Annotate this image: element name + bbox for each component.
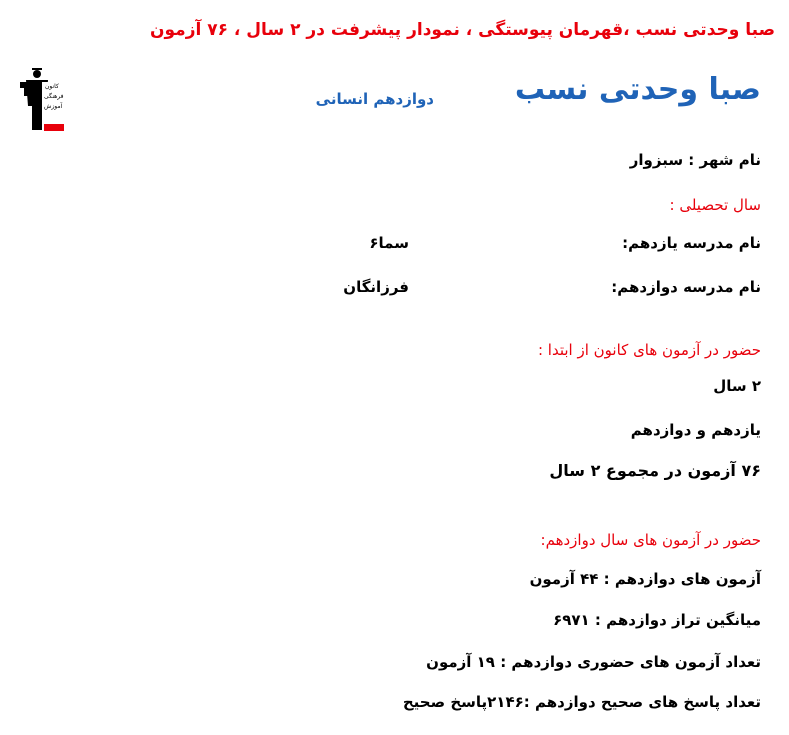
- page-title: صبا وحدتی نسب ،قهرمان پیوستگی ، نمودار پیشرفت در ۲ سال ، ۷۶ آزمون: [150, 20, 775, 40]
- grade12-avg-level: میانگین تراز دوازدهم : ۶۹۷۱: [553, 611, 761, 629]
- field-label: دوازدهم انسانی: [315, 90, 434, 108]
- logo-line-4: قلم‌چی: [45, 115, 60, 121]
- attendance-heading: حضور در آزمون های کانون از ابتدا :: [537, 341, 761, 359]
- grade12-heading: حضور در آزمون های سال دوازدهم:: [540, 531, 761, 549]
- grade12-in-person: تعداد آزمون های حضوری دوازدهم : ۱۹ آزمون: [426, 653, 761, 671]
- school-11-value: سما۶: [369, 234, 409, 252]
- school-12-value: فرزانگان: [343, 278, 409, 296]
- school-12-label: نام مدرسه دوازدهم:: [611, 278, 761, 296]
- logo-line-2: فرهنگی: [44, 93, 64, 100]
- academic-years-label: سال تحصیلی :: [669, 196, 761, 214]
- attendance-total: ۷۶ آزمون در مجموع ۲ سال: [549, 461, 761, 480]
- city: نام شهر : سبزوار: [629, 151, 761, 169]
- student-name: صبا وحدتی نسب: [514, 72, 761, 107]
- logo-line-1: کانون: [45, 83, 59, 90]
- logo-line-3: آموزش: [44, 103, 63, 110]
- grade12-correct-answers: تعداد پاسخ های صحیح دوازدهم :۲۱۴۶پاسخ صحیح: [402, 693, 761, 711]
- grade12-exams: آزمون های دوازدهم : ۴۴ آزمون: [529, 570, 761, 588]
- school-11-label: نام مدرسه یازدهم:: [622, 234, 761, 252]
- attendance-grades: یازدهم و دوازدهم: [630, 421, 761, 439]
- attendance-years: ۲ سال: [713, 377, 761, 395]
